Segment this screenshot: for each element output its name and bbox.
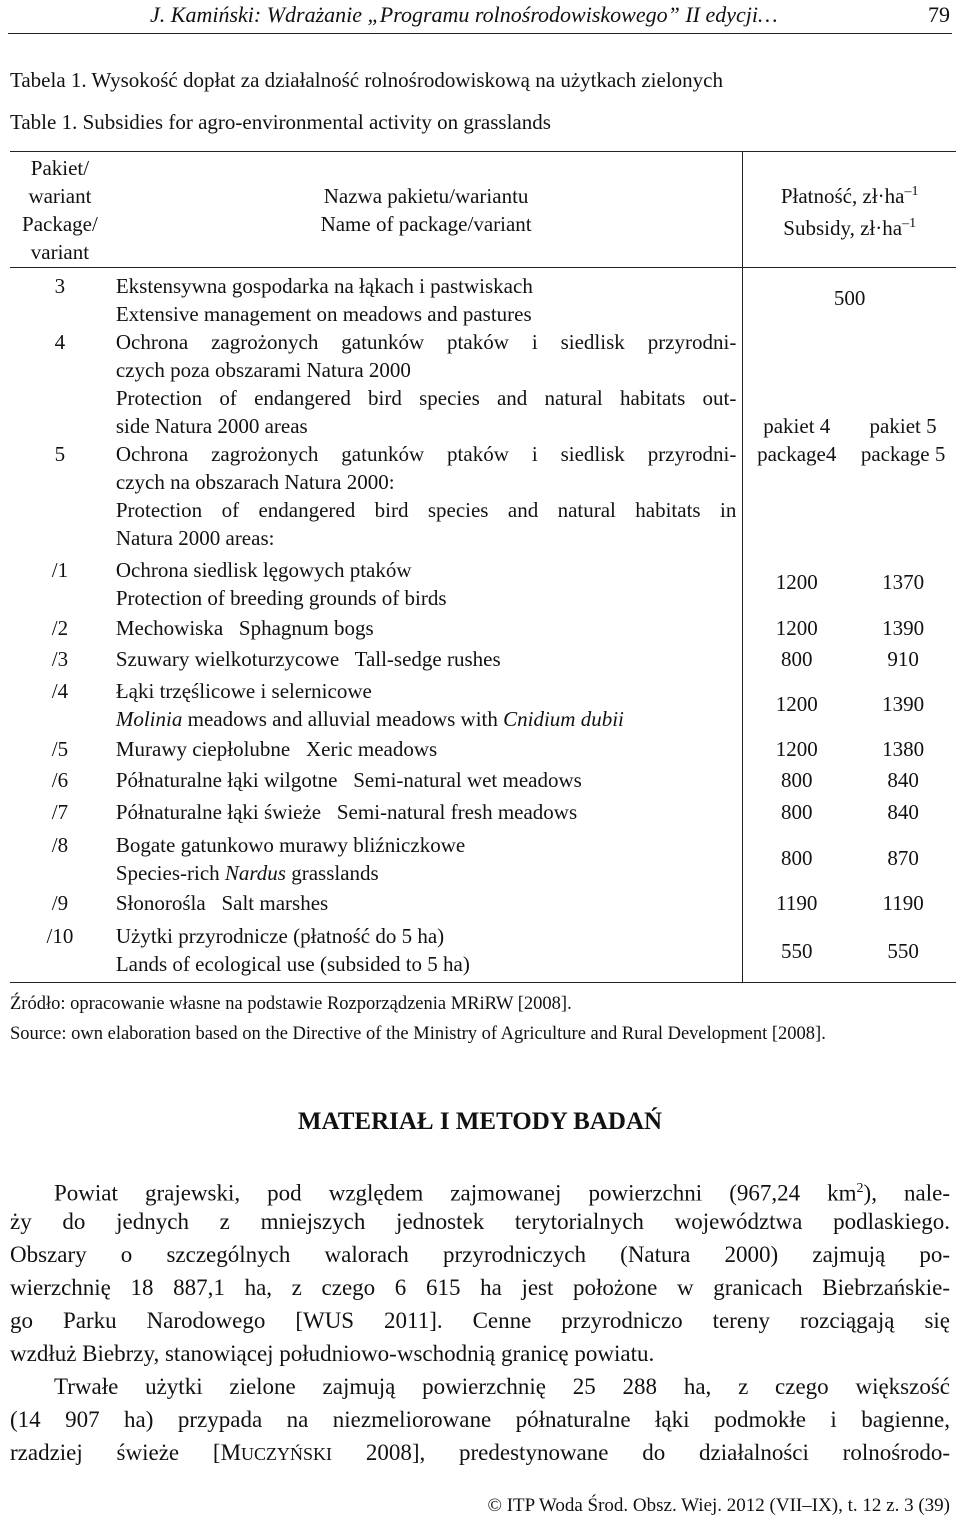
table-header-row (10, 152, 956, 268)
table-row: /5 Murawy ciepłolubne Xeric meadows 1200 1380 (10, 733, 956, 764)
table-row: 4 Ochrona zagrożonych gatunków ptaków i siedlisk przyrodni- czych poza obszarami Natura 2000 Protection of endangered bird species and natural habitats out- side Natura 2000 areas pakiet 4 pakiet 5 (54, 330, 937, 438)
table-row: /10 Użytki przyrodnicze (płatność do 5 ha) Lands of ecological use (subsided to 5 ha) 550 550 (10, 919, 956, 983)
running-title: J. Kamiński: Wdrażanie „Programu rolnośrodowiskowego” II edycji… (150, 2, 778, 27)
table-row: /8 Bogate gatunkowo murawy bliźniczkowe Species-rich Nardus grasslands 800 870 (10, 828, 956, 887)
table-row: /4 Łąki trzęślicowe i selernicowe Molinia meadows and alluvial meadows with Cnidium dubii 1200 1390 (10, 674, 956, 733)
table-row: /3 Szuwary wielkoturzycowe Tall-sedge rushes 800 910 (10, 643, 956, 674)
table-row: /6 Półnaturalne łąki wilgotne Semi-natural wet meadows 800 840 (10, 764, 956, 796)
table-row: 3 Ekstensywna gospodarka na łąkach i pastwiskach Extensive management on meadows and pastures 500 (10, 268, 956, 329)
section-heading: MATERIAŁ I METODY BADAŃ (297, 1108, 663, 1135)
header-payment: Płatność, $zł\cdot ha^{-1}$ Subsidy, $zł\cdot ha^{-1}$ (743, 152, 956, 268)
source-note-en: Source: own elaboration based on the Directive of the Ministry of Agriculture and Rural Development [2008]. (10, 1024, 826, 1044)
table-row: /2 Mechowiska Sphagnum bogs 1200 1390 (10, 612, 956, 643)
page-footer: © ITP Woda Środ. Obsz. Wiej. 2012 (VII–IX), t. 12 z. 3 (39) (487, 1495, 950, 1516)
running-header (0, 0, 960, 36)
header-package-variant: Pakiet/ wariant Package/ variant (10, 152, 110, 268)
table-row: 5 Ochrona zagrożonych gatunków ptaków i siedlisk przyrodni- czych na obszarach Natura 2000: Protection of endangered bird species and natural habitats in Natura 2000 areas: package4 package 5 (54, 442, 946, 550)
table-caption-pl: Tabela 1. Wysokość dopłat za działalność rolnośrodowiskową na użytkach zielonych (10, 68, 723, 92)
header-rule (8, 33, 952, 34)
table-row: /1 Ochrona siedlisk lęgowych ptaków Protection of breeding grounds of birds 1200 1370 (10, 552, 956, 612)
table-row: /7 Półnaturalne łąki świeże Semi-natural fresh meadows 800 840 (10, 796, 956, 828)
header-name: Nazwa pakietu/wariantu Name of package/variant (110, 152, 743, 268)
table-row: /9 Słonorośla Salt marshes 1190 1190 (10, 887, 956, 919)
table-caption-en: Table 1. Subsidies for agro-environmental activity on grasslands (10, 110, 551, 134)
paragraph-2: Trwałe użytki zielone zajmują powierzchnię 25 288 ha, z czego większość (14 907 ha) przypada na niezmeliorowane półnaturalne łąki podmokłe i bagienne, rzadziej świeże [MUCZYŃSKI 2008], predestynowane do działalności rolnośrodo- (10, 1374, 950, 1465)
subsidies-table (10, 151, 956, 983)
page-number: 79 (928, 2, 950, 27)
source-note-pl: Źródło: opracowanie własne na podstawie Rozporządzenia MRiRW [2008]. (10, 994, 572, 1014)
paragraph-1: Powiat grajewski, pod względem zajmowanej powierzchni (967,24 $km^2$), nale- ży do jednych z mniejszych jednostek terytorialnych województwa podlaskiego. Obszary o szczególnych walorach przyrodniczych (Natura 2000) zajmują po- wierzchnię 18 887,1 ha, z czego 6 615 ha jest położone w granicach Biebrzańskie- go Parku Narodowego [WUS 2011]. Cenne przyrodniczo tereny rozciągają się wzdłuż Biebrzy, stanowiącej południowo-wschodnią granicę powiatu. (10, 1180, 950, 1366)
